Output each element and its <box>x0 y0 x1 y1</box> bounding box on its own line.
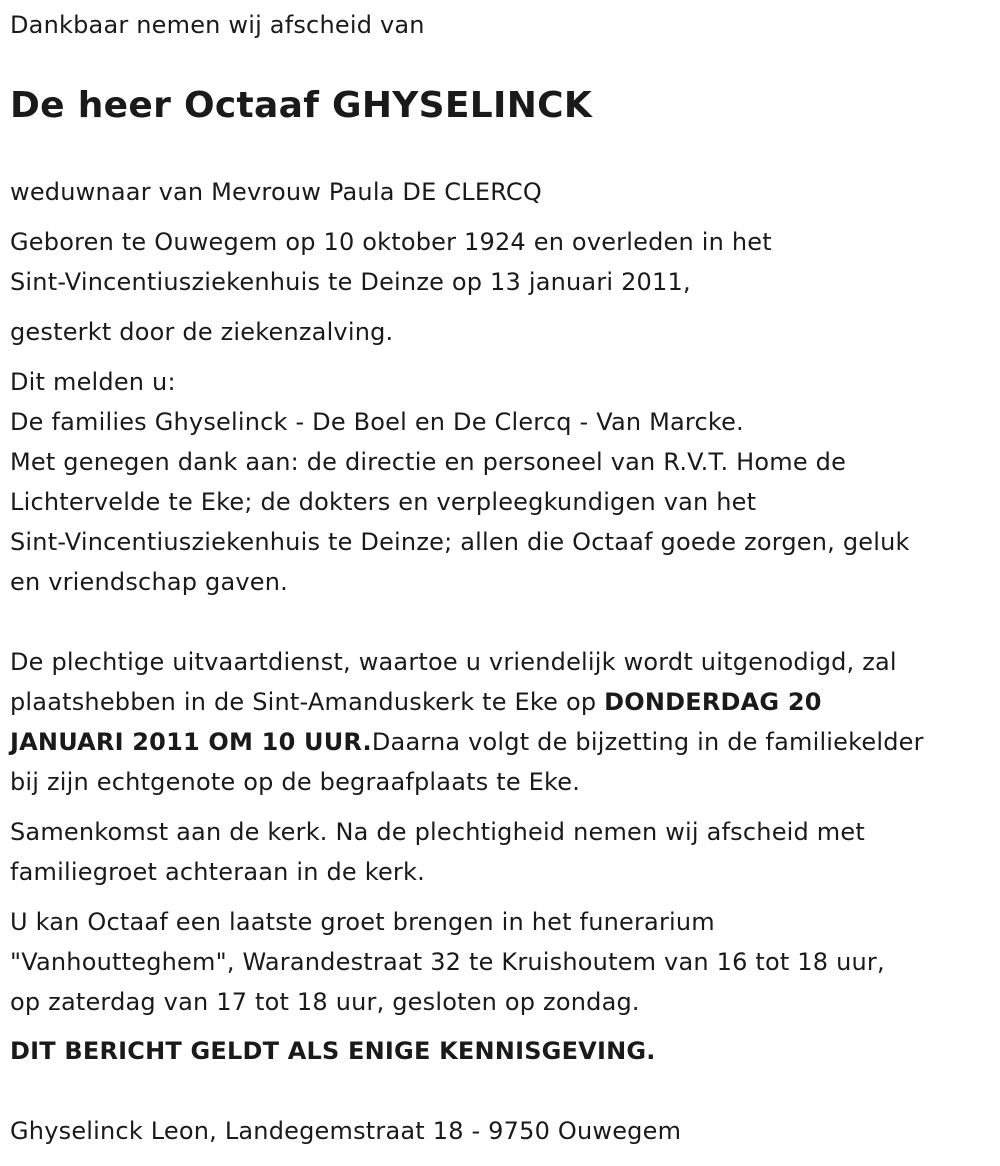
announce-line-1: Dit melden u: <box>10 368 176 396</box>
announce-line-3: Met genegen dank aan: de directie en personeel van R.V.T. Home de <box>10 448 847 476</box>
funeral-date-time: JANUARI 2011 OM 10 UUR. <box>10 728 372 756</box>
birth-line-2: Sint-Vincentiusziekenhuis te Deinze op 13 januari 2011, <box>10 268 691 296</box>
visitation-line-2: "Vanhoutteghem", Warandestraat 32 te Kruishoutem van 16 tot 18 uur, <box>10 948 885 976</box>
funeral-date: DONDERDAG 20 <box>604 688 822 716</box>
funeral-burial: Daarna volgt de bijzetting in de familiekelder <box>371 728 924 756</box>
visitation-line-3: op zaterdag van 17 tot 18 uur, gesloten op zondag. <box>10 988 640 1016</box>
announce-line-4: Lichtervelde te Eke; de dokters en verpleegkundigen van het <box>10 488 757 516</box>
notice-line: DIT BERICHT GELDT ALS ENIGE KENNISGEVING. <box>10 1037 656 1065</box>
funeral-location: plaatshebben in de Sint-Amanduskerk te Eke op <box>10 688 605 716</box>
intro-text: Dankbaar nemen wij afscheid van <box>10 11 425 39</box>
announce-line-2: De families Ghyselinck - De Boel en De Clercq - Van Marcke. <box>10 408 744 436</box>
deceased-name: De heer Octaaf GHYSELINCK <box>10 85 593 126</box>
funeral-line-2 <box>10 682 822 722</box>
gathering-line-2: familiegroet achteraan in de kerk. <box>10 858 425 886</box>
visitation-line-1: U kan Octaaf een laatste groet brengen in het funerarium <box>10 908 715 936</box>
gathering-line-1: Samenkomst aan de kerk. Na de plechtigheid nemen wij afscheid met <box>10 818 865 846</box>
announce-line-6: en vriendschap gaven. <box>10 568 288 596</box>
funeral-line-3 <box>10 722 924 762</box>
strengthened-line: gesterkt door de ziekenzalving. <box>10 318 394 346</box>
widower-line: weduwnaar van Mevrouw Paula DE CLERCQ <box>10 178 542 206</box>
funeral-line-1: De plechtige uitvaartdienst, waartoe u vriendelijk wordt uitgenodigd, zal <box>10 648 897 676</box>
contact-address: Ghyselinck Leon, Landegemstraat 18 - 9750 Ouwegem <box>10 1117 682 1145</box>
birth-line-1: Geboren te Ouwegem op 10 oktober 1924 en overleden in het <box>10 228 772 256</box>
announce-line-5: Sint-Vincentiusziekenhuis te Deinze; allen die Octaaf goede zorgen, geluk <box>10 528 910 556</box>
funeral-line-4: bij zijn echtgenote op de begraafplaats te Eke. <box>10 768 581 796</box>
